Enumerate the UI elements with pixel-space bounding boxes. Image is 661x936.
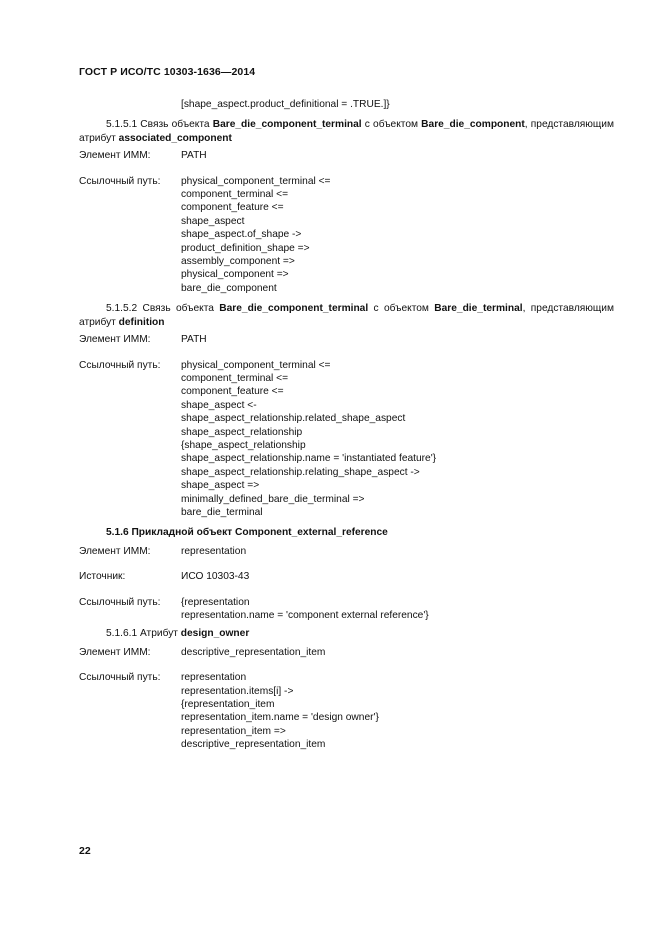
path-line: physical_component_terminal <= — [181, 175, 331, 187]
imm-element-label: Элемент ИММ: — [79, 545, 151, 557]
entity-name: Bare_die_component_terminal — [219, 303, 369, 315]
page-number: 22 — [79, 845, 91, 857]
paragraph-text: , представляющим атрибут — [79, 303, 615, 328]
section-heading-5-1-6: 5.1.6 Прикладной объект Component_external_reference — [106, 527, 388, 539]
path-line: physical_component_terminal <= — [181, 359, 331, 371]
path-line: product_definition_shape => — [181, 242, 310, 254]
path-line: shape_aspect <- — [181, 399, 257, 411]
paragraph-text: , представляющим атрибут — [79, 119, 614, 144]
page-header: ГОСТ Р ИСО/ТС 10303-1636—2014 — [79, 66, 256, 78]
path-line: representation_item.name = 'design owner'} — [181, 712, 379, 724]
path-line: shape_aspect_relationship.relating_shape_aspect -> — [181, 466, 420, 478]
path-line: bare_die_terminal — [181, 506, 263, 518]
source-label: Источник: — [79, 571, 126, 583]
imm-element-row — [79, 646, 614, 659]
path-line: component_feature <= — [181, 386, 284, 398]
reference-path-row — [79, 175, 614, 296]
entity-name: Bare_die_terminal — [434, 303, 523, 315]
path-line: minimally_defined_bare_die_terminal => — [181, 493, 365, 505]
path-line: shape_aspect => — [181, 480, 260, 492]
imm-element-label: Элемент ИММ: — [79, 646, 151, 658]
path-line: shape_aspect — [181, 215, 245, 227]
path-line: representation.name = 'component external reference'} — [181, 610, 429, 621]
reference-path-lines — [181, 596, 614, 623]
path-line: shape_aspect_relationship.name = 'instantiated feature'} — [181, 453, 437, 465]
reference-path-row — [79, 596, 614, 623]
paragraph-text: с объектом — [368, 303, 435, 315]
imm-element-row — [79, 149, 614, 162]
path-line: component_feature <= — [181, 202, 284, 214]
heading-text: 5.1.6.1 Атрибут — [106, 628, 181, 640]
imm-element-value: representation — [181, 545, 247, 557]
imm-element-value: PATH — [181, 334, 207, 346]
reference-path-lines — [181, 359, 614, 520]
source-row — [79, 570, 614, 583]
imm-element-row — [79, 333, 614, 346]
source-value: ИСО 10303-43 — [181, 571, 250, 583]
reference-path-row — [79, 671, 614, 751]
reference-path-lines — [181, 175, 614, 296]
path-line: shape_aspect.of_shape -> — [181, 229, 302, 241]
reference-path-label: Ссылочный путь: — [79, 359, 161, 371]
path-line: {representation_item — [181, 699, 275, 711]
paragraph-5-1-5-1 — [79, 118, 614, 145]
path-line: assembly_component => — [181, 256, 295, 268]
reference-path-label: Ссылочный путь: — [79, 175, 161, 187]
attribute-name: definition — [118, 316, 165, 328]
paragraph-text: 5.1.5.1 Связь объекта — [106, 119, 213, 131]
path-line: shape_aspect_relationship — [181, 426, 303, 438]
path-line: descriptive_representation_item — [181, 739, 326, 751]
document-body — [79, 98, 614, 752]
path-line: shape_aspect_relationship.related_shape_aspect — [181, 413, 406, 425]
reference-path-lines — [181, 671, 614, 751]
path-line: representation_item => — [181, 725, 286, 737]
paragraph-text: с объектом — [361, 119, 422, 131]
path-line: representation — [181, 672, 247, 684]
continuation-line: [shape_aspect.product_definitional = .TRUE.]} — [181, 99, 390, 110]
path-line: {shape_aspect_relationship — [181, 439, 306, 451]
attribute-name: associated_component — [118, 132, 232, 144]
attribute-name: design_owner — [180, 628, 250, 640]
entity-name: Bare_die_component_terminal — [212, 119, 362, 131]
path-line: bare_die_component — [181, 282, 277, 294]
path-line: physical_component => — [181, 269, 289, 281]
imm-element-value: descriptive_representation_item — [181, 646, 326, 658]
reference-path-row — [79, 359, 614, 520]
imm-element-value: PATH — [181, 150, 207, 162]
path-line: representation.items[i] -> — [181, 685, 294, 697]
imm-element-label: Элемент ИММ: — [79, 150, 151, 162]
paragraph-5-1-5-2 — [79, 302, 614, 329]
path-line: component_terminal <= — [181, 372, 289, 384]
reference-path-label: Ссылочный путь: — [79, 672, 161, 684]
imm-element-label: Элемент ИММ: — [79, 334, 151, 346]
imm-element-row — [79, 545, 614, 558]
entity-name: Bare_die_component — [421, 119, 525, 131]
path-line: {representation — [181, 596, 250, 608]
path-line: component_terminal <= — [181, 189, 289, 201]
paragraph-text: 5.1.5.2 Связь объекта — [106, 303, 220, 315]
section-heading-5-1-6-1 — [79, 627, 614, 640]
reference-path-label: Ссылочный путь: — [79, 596, 161, 608]
